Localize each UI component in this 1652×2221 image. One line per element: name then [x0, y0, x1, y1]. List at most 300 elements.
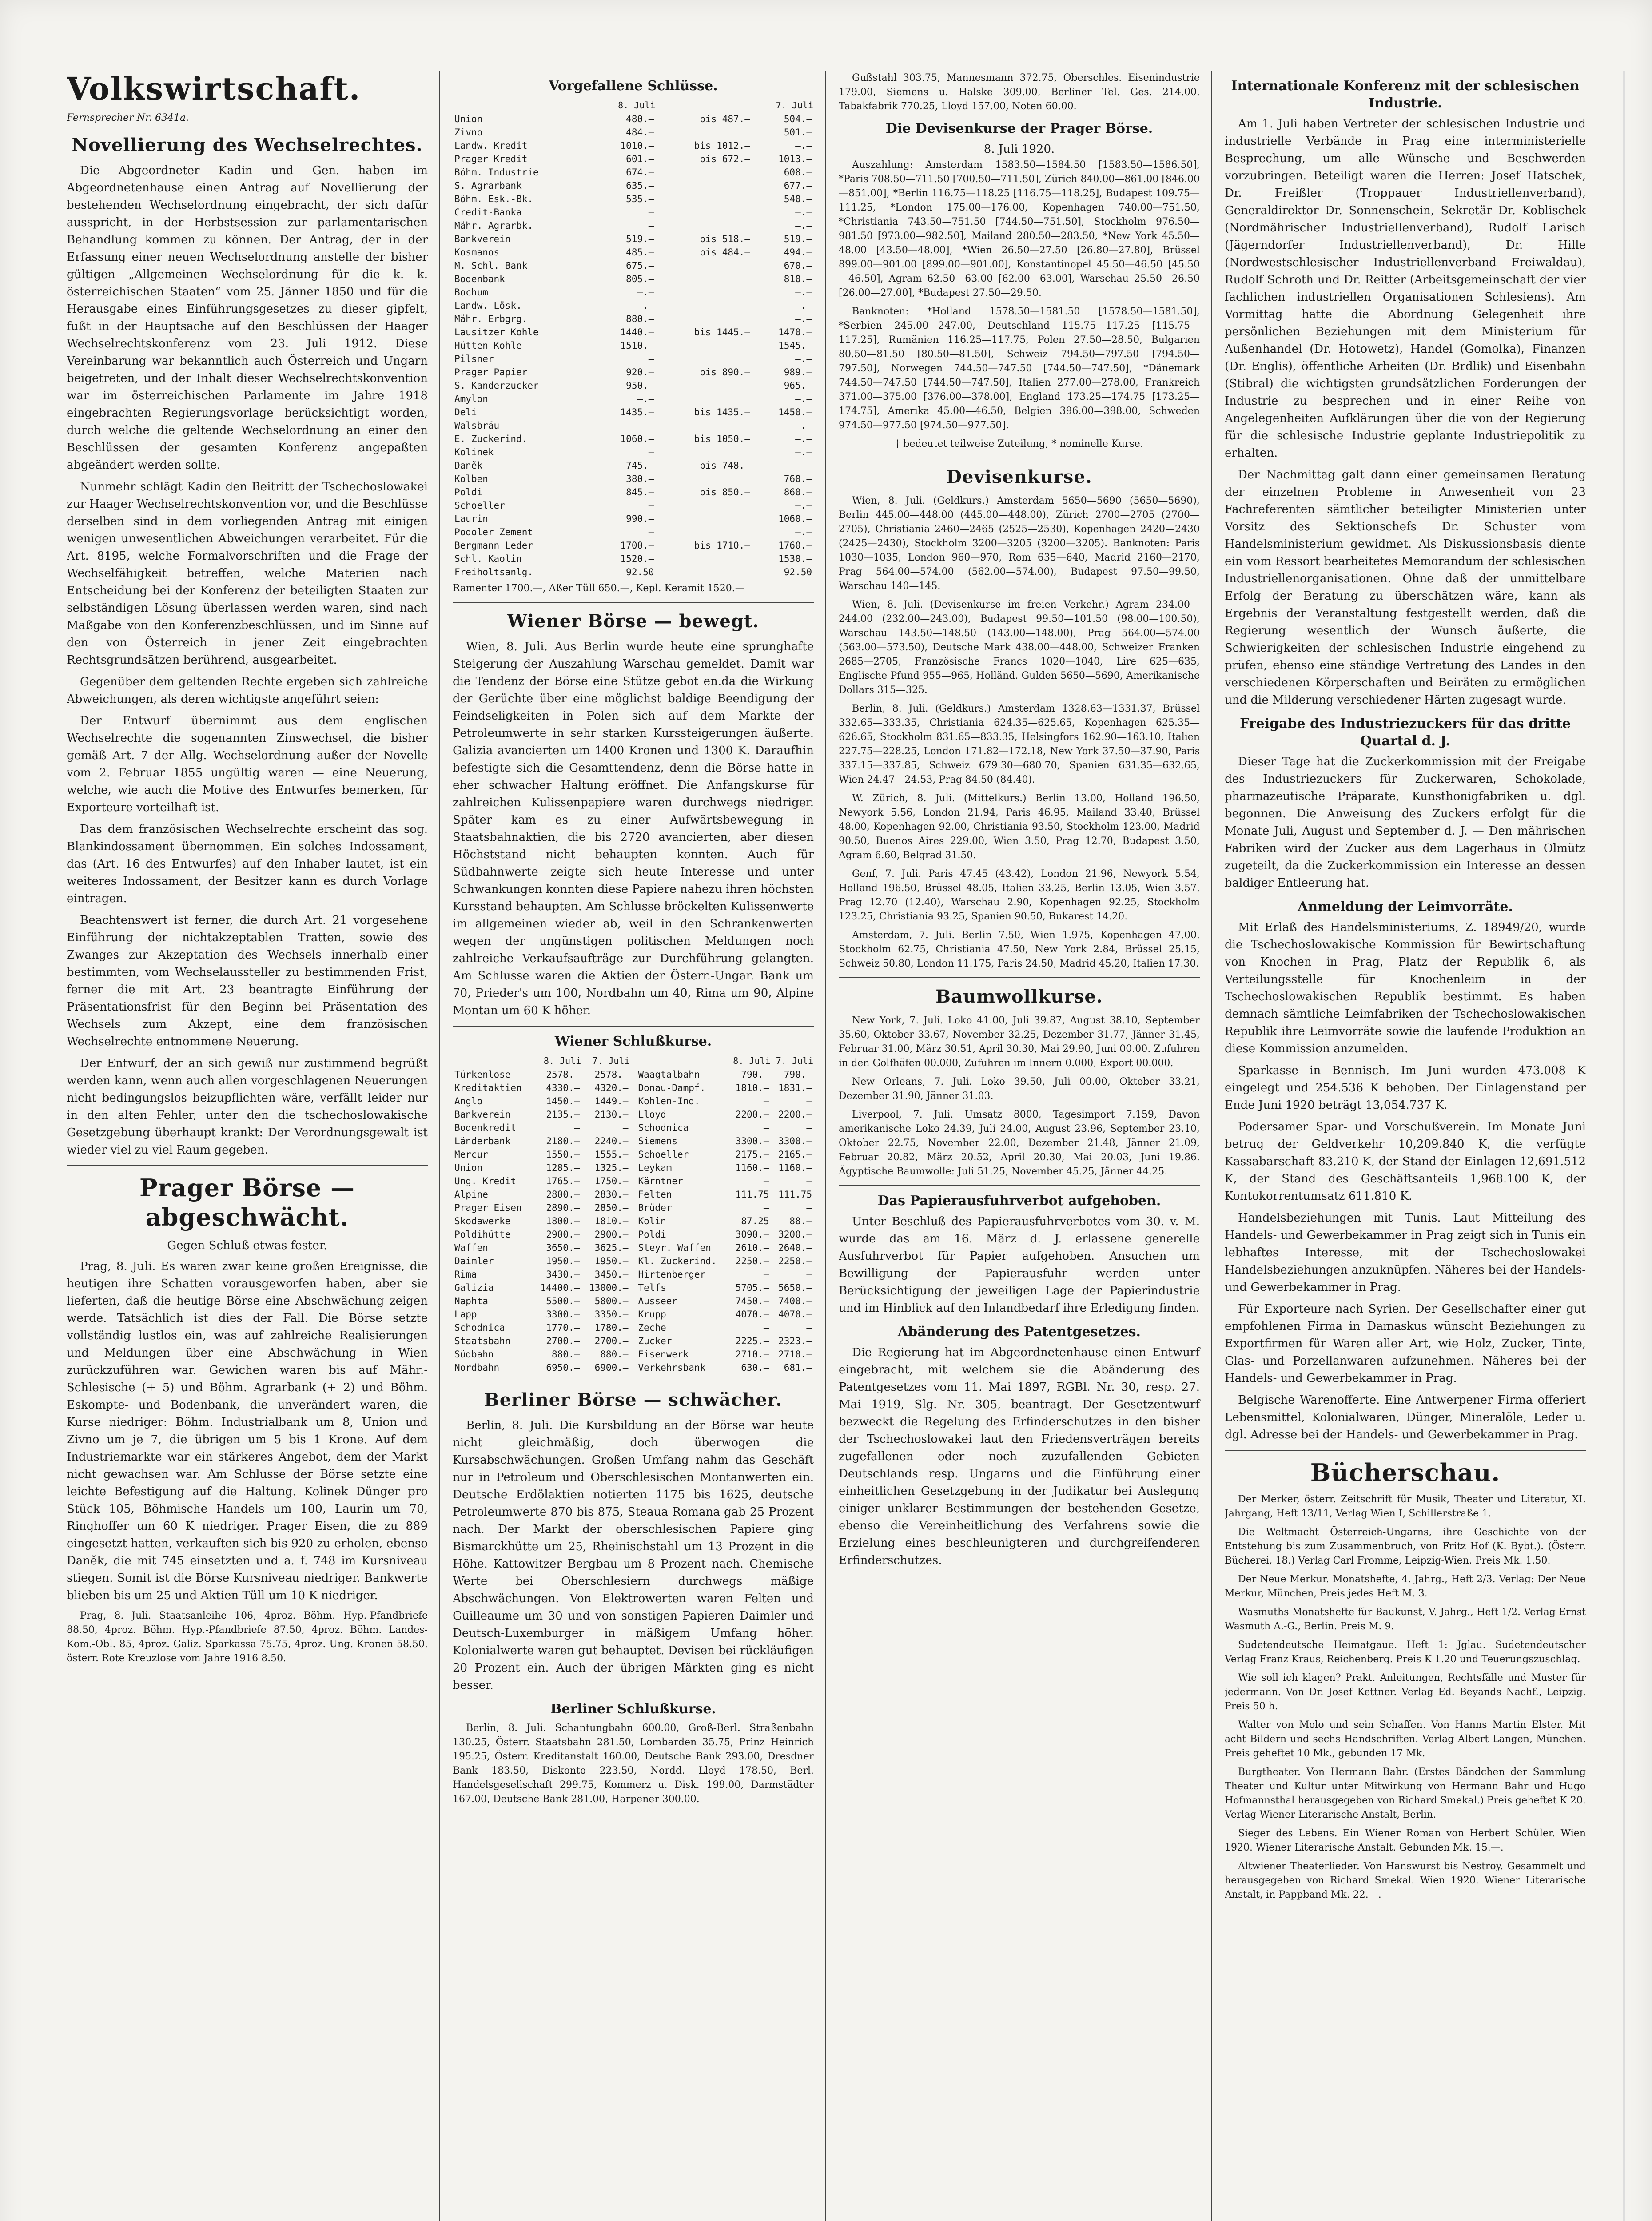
table-row: [453, 366, 814, 379]
table-row: [637, 1334, 814, 1348]
table-row: [453, 206, 814, 219]
price-cell: 2225.—: [735, 1336, 769, 1346]
price-cell: 1510.—: [620, 340, 654, 351]
price-cell: 1550.—: [546, 1149, 580, 1160]
price-cell: 2700.—: [594, 1336, 629, 1346]
price-cell: bis 518.—: [700, 234, 750, 244]
divider: [67, 1165, 428, 1166]
price-cell: —.—: [637, 300, 654, 311]
table-row: [453, 1254, 630, 1268]
wiener-schluss-table-right: [637, 1054, 814, 1374]
security-name: Kärntner: [638, 1176, 683, 1186]
price-cell: [656, 179, 752, 192]
table-row: [637, 1161, 814, 1174]
security-name: Deli: [454, 407, 477, 418]
table-row: [453, 1228, 630, 1241]
table-row: [453, 525, 814, 539]
col-head: 7. Juli: [776, 1055, 813, 1066]
security-name: Mähr. Erbgrg.: [454, 314, 528, 324]
divider: [1225, 1450, 1586, 1451]
price-cell: 540.—: [784, 194, 812, 204]
paragraph: New York, 7. Juli. Loko 41.00, Juli 39.87, August 38.10, September 35.60, Oktober 33.67, November 32.25, Dezember 31.77, Jänner 31.45, Februar 31.00, März 30.51, April 30.30, Mai 29.90, Juni 00.00. Zufuhren in den Golfhäfen 00.000, Zufuhren im Innern 0.000, Export 00.000.: [839, 1015, 1200, 1069]
price-cell: 1780.—: [594, 1322, 629, 1333]
price-cell: —: [763, 1269, 769, 1280]
security-name: S. Agrarbank: [454, 180, 522, 191]
price-cell: 87.25: [741, 1216, 769, 1226]
article-subtitle: Gegen Schluß etwas fester.: [167, 1239, 327, 1252]
price-cell: 4320.—: [594, 1083, 629, 1093]
article-title-devisenkurse: Devisenkurse.: [946, 466, 1092, 487]
table-row: [453, 1161, 630, 1174]
security-name: Kolin: [638, 1216, 666, 1226]
price-cell: [656, 312, 752, 326]
price-cell: 3430.—: [546, 1269, 580, 1280]
paragraph: Wasmuths Monatshefte für Baukunst, V. Jahrg., Heft 1/2. Verlag Ernst Wasmuth A.-G., Berlin. Preis M. 9.: [1225, 1607, 1586, 1632]
table-row: [453, 1348, 630, 1361]
table-row: [453, 312, 814, 326]
table-row: [453, 352, 814, 366]
security-name: Telfs: [638, 1282, 666, 1293]
security-name: Böhm. Esk.-Bk.: [454, 194, 533, 204]
price-cell: 1555.—: [594, 1149, 629, 1160]
security-name: Lapp: [454, 1309, 477, 1320]
price-cell: 601.—: [626, 154, 654, 164]
security-name: Skodawerke: [454, 1216, 511, 1226]
price-cell: —: [622, 1122, 629, 1133]
column-3: [839, 71, 1212, 2221]
security-name: Kl. Zuckerind.: [638, 1256, 717, 1266]
price-cell: bis 1445.—: [694, 327, 750, 338]
paragraph: Prag, 8. Juli. Staatsanleihe 106, 4proz. Böhm. Hyp.-Pfandbriefe 88.50, 4proz. Böhm. Hyp.-Pfandbriefe 87.50, 4proz. Böhm. Landes-Kom.-Obl. 85, 4proz. Galiz. Sparkassa 75.75, 4proz. Ung. Kronen 58.50, österr. Rote Kreuzlose vom Jahre 1916 8.50.: [67, 1610, 428, 1664]
price-cell: 1530.—: [778, 553, 812, 564]
table-row: [453, 1174, 630, 1188]
table-title-vorgefallene: Vorgefallene Schlüsse.: [549, 78, 718, 94]
security-name: Brüder: [638, 1202, 672, 1213]
paragraph: Gegenüber dem geltenden Rechte ergeben sich zahlreiche Abweichungen, als deren wichtigste angeführt seien:: [67, 675, 428, 706]
security-name: Leykam: [638, 1162, 672, 1173]
price-cell: 790.—: [741, 1069, 769, 1080]
security-name: Union: [454, 1162, 483, 1173]
price-cell: 111.75: [735, 1189, 769, 1200]
security-name: Bankverein: [454, 1109, 511, 1120]
price-cell: 5500.—: [546, 1296, 580, 1306]
security-name: Landw. Kredit: [454, 140, 528, 151]
price-cell: 7450.—: [735, 1296, 769, 1306]
price-cell: —: [763, 1176, 769, 1186]
paragraph: Der Neue Merkur. Monatshefte, 4. Jahrg., Heft 2/3. Verlag: Der Neue Merkur, München, Preis jedes Heft M. 3.: [1225, 1574, 1586, 1599]
price-cell: 1800.—: [546, 1216, 580, 1226]
footnote: † bedeutet teilweise Zuteilung, * nominelle Kurse.: [895, 438, 1143, 450]
table-row: [453, 1068, 630, 1081]
price-cell: bis 672.—: [700, 154, 750, 164]
security-name: Landw. Lösk.: [454, 300, 522, 311]
article-title-buecherschau: Bücherschau.: [1310, 1458, 1501, 1487]
paragraph: Die Regierung hat im Abgeordnetenhause einen Entwurf eingebracht, mit welchem sie die Abänderung des Patentgesetzes vom 11. Mai 1897, RGBl. Nr. 30, resp. 27. Mai 1919, Slg. Nr. 305, beantragt. Der Gesetzentwurf bezweckt die Regelung des Erfinderschutzes in den bisher der Tschechoslowakei laut den Friedensverträgen bereits zugefallenen oder noch zuzufallenden Gebieten Deutschlands resp. Ungarns und die Einführung einer einheitlichen Gesetzgebung in der Judikatur bei Auslegung einiger unklarer Bestimmungen der bestehenden Gesetze, ebenso die Vereinheitlichung des Verfahrens sowie die Erzielung eines beschleunigteren und durchgreifenderen Erfinderschutzes.: [839, 1346, 1200, 1567]
table-row: [453, 486, 814, 499]
paragraph: Der Entwurf übernimmt aus dem englischen Wechselrechte die sogenannten Zinswechsel, die bisher gemäß Art. 7 der Allg. Wechselordnung außer der Novelle vom 2. Februar 1855 ungültig waren — eine Neuerung, welche, wie auch die Motive des Entwurfes bemerken, für Exporteure vorteilhaft ist.: [67, 714, 428, 814]
security-name: Pilsner: [454, 354, 494, 364]
price-cell: [656, 299, 752, 312]
paragraph: Wien, 8. Juli. Aus Berlin wurde heute eine sprunghafte Steigerung der Auszahlung Warschau gemeldet. Damit war die Tendenz der Börse eine Stütze gebot en.da die Wirkung der Gerüchte über eine möglichst baldige Beendigung der Feindseligkeiten in Polen sich auf dem Markte der Petroleumwerte in sehr starken Kurssteigerungen äußerte. Galizia avancierten um 1400 Kronen und 1300 K. Daraufhin befestigte sich die Gesamttendenz, denn die Börse hatte in eher schwacher Haltung eröffnet. Die Anfangskurse für zahlreichen Kulissenpapiere waren durchwegs niedriger. Später kam es zu einer Aufwärtsbewegung in Staatsbahnaktien, die bis 2720 avancierten, aber diesen Höchststand nicht behaupten konnten. Auch für Südbahnwerte zeigte sich heute Interesse und unter Schwankungen konnten diese Papiere nahezu ihren höchsten Kursstand behaupten. Am Schlusse bröckelten Kulissenwerte im allgemeinen wieder ab, weil in den Schrankenwerten wegen der ungünstigen politischen Meldungen noch zahlreiche Verkaufsaufträge zur Durchführung gelangten. Am Schlusse waren die Aktien der Österr.-Ungar. Bank um 70, Prieder's um 100, Nordbahn um 40, Rima um 90, Alpine Montan um 60 K höher.: [453, 640, 814, 1017]
price-cell: —: [806, 1122, 812, 1133]
table-row: [453, 1095, 630, 1108]
security-name: Naphta: [454, 1296, 488, 1306]
price-cell: bis 1435.—: [694, 407, 750, 418]
table-row: [453, 565, 814, 579]
security-name: Schodnica: [638, 1122, 689, 1133]
price-cell: [656, 379, 752, 392]
paragraph: Dieser Tage hat die Zuckerkommission mit der Freigabe des Industriezuckers für Zuckerwaren, Schokolade, pharmazeutische Präparate, Kunsthonigfabriken u. dgl. begonnen. Die Anweisung des Zuckers erfolgt für die Monate Juli, August und September d. J. — Den mährischen Fabriken wird der Zucker aus dem Lagerhaus in Olmütz zugeteilt, da die Zuckerkommission ein Interesse an dessen baldiger Entleerung hat.: [1225, 755, 1586, 890]
col-head: 7. Juli: [776, 100, 813, 111]
price-cell: 3300.—: [778, 1136, 812, 1146]
security-name: Hirtenberger: [638, 1269, 706, 1280]
price-cell: [656, 419, 752, 432]
price-cell: —: [574, 1122, 580, 1133]
price-cell: 2640.—: [778, 1242, 812, 1253]
price-cell: 535.—: [626, 194, 654, 204]
price-cell: 1760.—: [778, 540, 812, 551]
security-name: Bodenbank: [454, 274, 505, 284]
vorgefallene-schluesse-table: [453, 98, 814, 579]
paragraph: Sparkasse in Bennisch. Im Juni wurden 473.008 K eingelegt und 254.536 K behoben. Der Einlagenstand per Ende Juni 1920 beträgt 13,054.737 K.: [1225, 1064, 1586, 1112]
price-cell: 1450.—: [778, 407, 812, 418]
security-name: Prager Kredit: [454, 154, 528, 164]
price-cell: 504.—: [784, 114, 812, 124]
security-name: Union: [454, 114, 483, 124]
security-name: Anglo: [454, 1096, 483, 1107]
paragraph: Nunmehr schlägt Kadin den Beitritt der Tschechoslowakei zur Haager Wechselrechtskonvention vor, und die Beschlüsse derselben sind in dem vorliegenden Antrag mit einigen wenigen unwesentlichen Abweichungen verarbeitet. Für die Art. 8195, welche Formalvorschriften und die Frage der Wechselfähigkeit betreffen, welche Materien nach Entscheidung bei der Konferenz der beteiligten Staaten zur selbständigen Lösung überlassen werden waren, sind nach Maßgabe von den Konferenzbeschlüssen, und im Sinne auf den von Österreich in jener Zeit eingebrachten Rechtsgrundsätzen berührend, ausgearbeitet.: [67, 480, 428, 667]
table-row: [453, 246, 814, 259]
price-cell: 88.—: [789, 1216, 812, 1226]
table-row: [453, 1081, 630, 1095]
paragraph: Amsterdam, 7. Juli. Berlin 7.50, Wien 1.975, Kopenhagen 47.00, Stockholm 62.75, Christiania 47.50, New York 2.84, Brüssel 25.15, Schweiz 50.80, London 11.175, Paris 24.50, Madrid 45.20, Italien 17.30.: [839, 930, 1200, 969]
table-row: [453, 472, 814, 486]
price-cell: —.—: [795, 220, 812, 231]
table-row: [453, 1188, 630, 1201]
paragraph: Mit Erlaß des Handelsministeriums, Z. 18949/20, wurde die Tschechoslowakische Kommission für Bewirtschaftung von Knochen in Prag, Platz der Republik 6, als Verteilungsstelle für Knochenleim in der Tschechoslowakischen Republik bestimmt. Es haben demnach sämtliche Leimfabriken der Tschechoslowakischen Republik ihre Leimvorräte sowie die laufende Produktion an diese Kommission anzumelden.: [1225, 921, 1586, 1055]
column-2: [453, 71, 826, 2221]
price-cell: 6950.—: [546, 1362, 580, 1373]
paragraph: Genf, 7. Juli. Paris 47.45 (43.42), London 21.96, Newyork 5.54, Holland 196.50, Brüssel 48.05, Italien 33.25, Berlin 13.05, Wien 3.57, Prag 12.70 (12.40), Warschau 2.90, Kopenhagen 92.25, Stockholm 123.25, Christiania 93.25, Spanien 90.50, Bukarest 14.20.: [839, 868, 1200, 922]
divider: [839, 977, 1200, 978]
col-head: 7. Juli: [592, 1055, 630, 1066]
price-cell: —: [648, 447, 654, 458]
table-row: [637, 1068, 814, 1081]
paragraph: Banknoten: *Holland 1578.50—1581.50 [1578.50—1581.50], *Serbien 245.00—247.00, Deutschland 115.75—117.25 [115.75—117.25], Rumänien 116.25—117.75, Polen 27.50—28.50, Bulgarien 80.50—81.50 [80.50—81.50], Schweiz 794.50—797.50 [794.50—797.50], Norwegen 744.50—747.50 [744.50—747.50], *Dänemark 744.50—747.50 [744.50—747.50], Italien 277.00—278.00, Frankreich 371.00—375.00 [376.00—378.00], England 173.25—174.75 [173.25—174.75], Amerika 45.00—46.50, Belgien 396.00—398.00, Schweden 974.50—977.50 [974.50—977.50].: [839, 306, 1200, 431]
col-head: 8. Juli: [618, 100, 656, 111]
table-row: [453, 1321, 630, 1334]
table-row: [453, 432, 814, 446]
paragraph: Das dem französischen Wechselrechte erscheint das sog. Blankindossament übernommen. Ein solches Indossament, das (Art. 16 des Entwurfes) auf den Inhaber lautet, ist ein weiteres Indossament, der Besitzer kann es durch Vorlage eintragen.: [67, 823, 428, 905]
paragraph: Berlin, 8. Juli. Die Kursbildung an der Börse war heute nicht gleichmäßig, doch überwogen die Kursabschwächungen. Großen Umfang nahm das Geschäft nur in Petroleum und Oberschlesischen Montanwerten ein. Deutsche Erdölaktien notierten 1175 bis 1625, deutsche Petroleumwerte 870 bis 875, Steaua Romana gab 25 Prozent nach. Der Markt der oberschlesischen Papiere ging Bismarckhütte um 25, Rheinischstahl um 13 Prozent in die Höhe. Kattowitzer Bergbau um 8 Prozent nach. Chemische Werte bei Oberschlesiern durchwegs mäßige Abschwächungen. Von Elektrowerten waren Felten und Guilleaume um 30 und von sonstigen Papieren Daimler und Deutsch-Luxemburger in mäßigem Umfang höher. Kolonialwerte waren gut behauptet. Devisen bei rückläufigen 20 Prozent ein. Auch der übrigen Märkten ging es nicht besser.: [453, 1419, 814, 1692]
security-name: Prager Papier: [454, 367, 528, 378]
price-cell: [656, 259, 752, 272]
price-cell: 880.—: [551, 1349, 580, 1360]
article-title-papier: Das Papierausfuhrverbot aufgehoben.: [877, 1193, 1161, 1209]
table-row: [453, 1201, 630, 1214]
price-cell: 2710.—: [778, 1349, 812, 1360]
price-cell: 480.—: [626, 114, 654, 124]
table-title-wiener-schluss: Wiener Schlußkurse.: [554, 1034, 712, 1049]
column-4: [1225, 71, 1586, 2221]
price-cell: 1750.—: [594, 1176, 629, 1186]
price-cell: 677.—: [784, 180, 812, 191]
paragraph: Wie soll ich klagen? Prakt. Anleitungen, Rechtsfälle und Muster für jedermann. Von Dr. Josef Kettner. Verlag Ed. Beyands Nachf., Leipzig. Preis 50 h.: [1225, 1672, 1586, 1712]
price-cell: —: [806, 1176, 812, 1186]
table-row: [637, 1321, 814, 1334]
price-cell: —.—: [795, 140, 812, 151]
price-cell: bis 487.—: [700, 114, 750, 124]
security-name: Nordbahn: [454, 1362, 500, 1373]
price-cell: 1435.—: [620, 407, 654, 418]
price-cell: 1520.—: [620, 553, 654, 564]
security-name: Verkehrsbank: [638, 1362, 706, 1373]
price-cell: 2180.—: [546, 1136, 580, 1146]
price-cell: 2610.—: [735, 1242, 769, 1253]
paragraph: Sieger des Lebens. Ein Wiener Roman von Herbert Schüler. Wien 1920. Wiener Literarische Anstalt. Gebunden Mk. 15.—.: [1225, 1828, 1586, 1853]
table-row: [637, 1134, 814, 1148]
masthead-subline: Fernsprecher Nr. 6341a.: [67, 112, 189, 123]
security-name: Staatsbahn: [454, 1336, 511, 1346]
table-row: [453, 1214, 630, 1228]
security-name: Steyr. Waffen: [638, 1242, 711, 1253]
price-cell: [656, 512, 752, 525]
price-cell: 1060.—: [620, 434, 654, 444]
price-cell: 6900.—: [594, 1362, 629, 1373]
price-cell: 989.—: [784, 367, 812, 378]
price-cell: 790.—: [784, 1069, 812, 1080]
security-name: Zeche: [638, 1322, 666, 1333]
price-cell: 1010.—: [620, 140, 654, 151]
price-cell: 484.—: [626, 127, 654, 138]
price-cell: 92.50: [626, 567, 654, 577]
price-cell: 519.—: [784, 234, 812, 244]
price-cell: —: [763, 1096, 769, 1107]
price-cell: 950.—: [626, 380, 654, 391]
paragraph: Podersamer Spar- und Vorschußverein. Im Monate Juni betrug der Geldverkehr 10,209.840 K, die verfügte Kassabarschaft 83.210 K, der Stand der Einlagen 12,691.512 K, der Stand des Geschäftsanteils 1,968.100 K, der Kontokorrentumsatz 611.810 K.: [1225, 1120, 1586, 1203]
security-name: Lloyd: [638, 1109, 666, 1120]
security-name: Ung. Kredit: [454, 1176, 517, 1186]
security-name: Bodenkredit: [454, 1122, 517, 1133]
paragraph: Der Nachmittag galt dann einer gemeinsamen Beratung der einzelnen Probleme in Anwesenheit von 23 Fachreferenten sämtlicher beteiligter Ministerien unter Vorsitz des Sektionschefs Dr. Schuster vom Handelsministerium gewidmet. Als Diskussionsbasis diente ein vom Ressort bearbeitetes Memorandum der schlesischen Industriellenorganisationen. Ohne daß der unmittelbare Erfolg der Beratung zu überschätzen wäre, kann als Ergebnis der Veranstaltung festgestellt werden, daß die Regierung wesentlich der Wunsch äußerte, die Schwierigkeiten der schlesischen Industrie eingehend zu prüfen, ebenso eine ständige Vertretung des Landes in den verschiedenen Körperschaften und Beiräten zu ermöglichen und die Milderung verschiedener Härten zugesagt wurde.: [1225, 468, 1586, 707]
price-cell: [656, 499, 752, 512]
divider: [453, 602, 814, 603]
price-cell: [656, 192, 752, 206]
price-cell: 1325.—: [594, 1162, 629, 1173]
price-cell: 1950.—: [546, 1256, 580, 1266]
table-row: [637, 1308, 814, 1321]
security-name: Poldi: [638, 1229, 666, 1240]
price-cell: 681.—: [784, 1362, 812, 1373]
table-row: [637, 1241, 814, 1254]
col-head: 8. Juli: [733, 1055, 771, 1066]
price-cell: bis 748.—: [700, 460, 750, 471]
price-cell: 1950.—: [594, 1256, 629, 1266]
security-name: Daimler: [454, 1256, 494, 1266]
price-cell: 2250.—: [735, 1256, 769, 1266]
price-cell: [656, 219, 752, 232]
price-cell: 608.—: [784, 167, 812, 178]
price-cell: 2240.—: [594, 1136, 629, 1146]
table-row: [453, 446, 814, 459]
table-row: [453, 1134, 630, 1148]
price-cell: —.—: [795, 434, 812, 444]
table-row: [637, 1121, 814, 1134]
paragraph: Belgische Warenofferte. Eine Antwerpener Firma offeriert Lebensmittel, Kolonialwaren, Dünger, Mineralöle, Leder u. dgl. Adresse bei der Handels- und Gewerbekammer in Prag.: [1225, 1393, 1586, 1441]
security-name: Poldihütte: [454, 1229, 511, 1240]
price-cell: 3300.—: [735, 1136, 769, 1146]
price-cell: —: [806, 1202, 812, 1213]
security-name: Hütten Kohle: [454, 340, 522, 351]
security-name: Zucker: [638, 1336, 672, 1346]
table-row: [453, 419, 814, 432]
price-cell: —.—: [795, 447, 812, 458]
article-body-wechselrecht: [67, 162, 428, 1159]
security-name: Kohlen-Ind.: [638, 1096, 700, 1107]
price-cell: 2710.—: [735, 1349, 769, 1360]
price-cell: 2900.—: [546, 1229, 580, 1240]
price-cell: [656, 206, 752, 219]
security-name: Lausitzer Kohle: [454, 327, 539, 338]
table-row: [637, 1268, 814, 1281]
price-cell: 920.—: [626, 367, 654, 378]
price-cell: [656, 272, 752, 286]
price-cell: [656, 339, 752, 352]
price-cell: —: [806, 1322, 812, 1333]
table-row: [453, 1334, 630, 1348]
paragraph: Der Merker, österr. Zeitschrift für Musik, Theater und Literatur, XI. Jahrgang, Heft 13/11, Verlag Wien I, Schillerstraße 1.: [1225, 1494, 1586, 1519]
price-cell: 674.—: [626, 167, 654, 178]
price-cell: bis 1012.—: [694, 140, 750, 151]
price-cell: 675.—: [626, 260, 654, 271]
price-cell: 2578.—: [546, 1069, 580, 1080]
article-title-wiener-boerse: Wiener Börse — bewegt.: [507, 611, 760, 632]
paragraph: Berlin, 8. Juli. Schantungbahn 600.00, Groß-Berl. Straßenbahn 130.25, Österr. Staatsbahn 281.50, Lombarden 35.75, Prinz Heinrich 195.25, Österr. Kreditanstalt 160.00, Deutsche Bank 293.00, Dresdner Bank 183.50, Diskonto 223.50, Nordd. Lloyd 178.50, Berl. Handelsgesellschaft 299.75, Kommerz u. Disk. 199.00, Darmstädter 167.00, Deutsche Bank 281.00, Harpener 300.00.: [453, 1723, 814, 1805]
security-name: Krupp: [638, 1309, 666, 1320]
table-row: [637, 1201, 814, 1214]
price-cell: 2578.—: [594, 1069, 629, 1080]
price-cell: —: [763, 1202, 769, 1213]
security-name: Kosmanos: [454, 247, 500, 258]
table-row: [637, 1148, 814, 1161]
price-cell: 745.—: [626, 460, 654, 471]
price-cell: 3090.—: [735, 1229, 769, 1240]
security-name: Waffen: [454, 1242, 488, 1253]
price-cell: —.—: [795, 314, 812, 324]
price-cell: 1810.—: [594, 1216, 629, 1226]
table-row: [453, 339, 814, 352]
table-row: [453, 379, 814, 392]
table-row: [453, 219, 814, 232]
wiener-schluss-table-left: [453, 1054, 630, 1374]
paragraph: Gußstahl 303.75, Mannesmann 372.75, Oberschles. Eisenindustrie 179.00, Siemens u. Halske 309.00, Berliner Tel. Ges. 214.00, Tabakfabrik 770.25, Lloyd 157.00, Noten 60.00.: [839, 72, 1200, 112]
price-cell: 880.—: [600, 1349, 629, 1360]
table-row: [637, 1081, 814, 1095]
article-title-berliner-boerse: Berliner Börse — schwächer.: [484, 1389, 783, 1410]
paragraph: Unter Beschluß des Papierausfuhrverbotes vom 30. v. M. wurde das am 16. März d. J. erlassene generelle Ausfuhrverbot für Papier aufgehoben. Ansuchen um Bewilligung der Papierausfuhr werden unter Berücksichtigung der jeweiligen Lage der Papierindustrie und im Hinblick auf den Inlandbedarf ihre Erledigung finden.: [839, 1215, 1200, 1315]
paragraph: Der Entwurf, der an sich gewiß nur zustimmend begrüßt werden kann, wenn auch allen vorgeschlagenen Neuerungen nicht bedingungslos beizupflichten wäre, verfällt leider nur in den alten Fehler, unter den die tschechoslowakische Gesetzgebung überhaupt krankt: Der Verordnungsgewalt ist wieder viel zu viel Raum gegeben.: [67, 1057, 428, 1157]
price-cell: 2130.—: [594, 1109, 629, 1120]
price-cell: —.—: [795, 500, 812, 511]
price-cell: 501.—: [784, 127, 812, 138]
security-name: Kreditaktien: [454, 1083, 522, 1093]
security-name: Bochum: [454, 287, 488, 298]
security-name: Mercur: [454, 1149, 488, 1160]
price-cell: —.—: [637, 287, 654, 298]
divider: [839, 1185, 1200, 1186]
price-cell: [656, 166, 752, 179]
table-row: [453, 539, 814, 552]
price-cell: 5705.—: [735, 1282, 769, 1293]
price-cell: —.—: [795, 300, 812, 311]
price-cell: bis 890.—: [700, 367, 750, 378]
table-row: [453, 1294, 630, 1308]
paragraph: Für Exporteure nach Syrien. Der Gesellschafter einer gut empfohlenen Firma in Damaskus wünscht Beziehungen zu Exportfirmen für Waren aller Art, wie Holz, Zucker, Tinte, Glas- und Porzellanwaren aufzunehmen. Näheres bei der Handels- und Gewerbekammer in Prag.: [1225, 1302, 1586, 1385]
table-row: [637, 1228, 814, 1241]
table-row: [453, 179, 814, 192]
table-row: [637, 1095, 814, 1108]
paragraph: Beachtenswert ist ferner, die durch Art. 21 vorgesehene Einführung der nichtakzeptablen Tratten, sowie des Zwanges zur Akzeptation des Wechsels innerhalb einer bestimmten, vom Wechselaussteller zu bestimmenden Frist, ferner die mit Art. 23 beantragte Einführung der Präsentationsfrist für den Beginn bei Präsentation des Wechsels zum Akzept, eine dem französischen Wechselrechte entnommene Neuerung.: [67, 914, 428, 1048]
price-cell: 2850.—: [594, 1202, 629, 1213]
security-name: S. Kanderzucker: [454, 380, 539, 391]
price-cell: 1449.—: [594, 1096, 629, 1107]
table-row: [453, 192, 814, 206]
security-name: Türkenlose: [454, 1069, 511, 1080]
price-cell: [656, 472, 752, 486]
price-cell: [656, 565, 752, 579]
price-cell: [656, 126, 752, 139]
article-title-prager-boerse: Prager Börse — abgeschwächt.: [139, 1174, 355, 1231]
security-name: Ausseer: [638, 1296, 678, 1306]
paragraph: Wien, 8. Juli. (Devisenkurse im freien Verkehr.) Agram 234.00—244.00 (232.00—243.00), Budapest 99.50—101.50 (98.00—100.50), Warschau 143.50—148.50 (143.00—148.00), Prag 564.00—574.00 (563.00—573.50), Deutsche Mark 438.00—448.00, Schweizer Franken 2685—2705, Französische Francs 1020—1040, Lire 625—635, Englische Pfund 955—965, Holländ. Gulden 5650—5690, Amerikanische Dollars 315—325.: [839, 599, 1200, 696]
price-cell: 1013.—: [778, 154, 812, 164]
price-cell: 2200.—: [735, 1109, 769, 1120]
table-row: [453, 112, 814, 126]
table-row: [637, 1108, 814, 1121]
price-cell: 1545.—: [778, 340, 812, 351]
price-cell: —: [648, 207, 654, 218]
section-masthead: Volkswirtschaft.: [67, 71, 361, 107]
price-cell: [656, 352, 752, 366]
table-row: [453, 459, 814, 472]
paragraph: Handelsbeziehungen mit Tunis. Laut Mitteilung des Handels- und Gewerbekammer in Prag zeigt sich in Tunis ein lebhaftes Interesse, mit der Tschechoslowakei Handelsbeziehungen anzuknüpfen. Näheres bei der Handels- und Gewerbekammer in Prag.: [1225, 1211, 1586, 1294]
price-cell: [656, 552, 752, 565]
price-cell: 1810.—: [735, 1083, 769, 1093]
price-cell: 3200.—: [778, 1229, 812, 1240]
price-cell: 14400.—: [540, 1282, 580, 1293]
table-note: Ramenter 1700.—, Aßer Tüll 650.—, Kepl. Keramit 1520.—: [453, 583, 745, 594]
price-cell: 2830.—: [594, 1189, 629, 1200]
price-cell: —: [763, 1322, 769, 1333]
price-cell: 519.—: [626, 234, 654, 244]
price-cell: —: [648, 500, 654, 511]
price-cell: 1470.—: [778, 327, 812, 338]
price-cell: —.—: [637, 394, 654, 404]
table-row: [637, 1281, 814, 1294]
article-title-wechselrecht: Novellierung des Wechselrechtes.: [72, 135, 423, 155]
table-row: [453, 152, 814, 166]
table-row: [637, 1214, 814, 1228]
price-cell: 5800.—: [594, 1296, 629, 1306]
security-name: Kolben: [454, 474, 488, 484]
table-row: [453, 232, 814, 246]
price-cell: 965.—: [784, 380, 812, 391]
table-row: [453, 406, 814, 419]
column-1: [67, 71, 440, 2221]
price-cell: [656, 446, 752, 459]
price-cell: bis 850.—: [700, 487, 750, 498]
security-name: Schoeller: [638, 1149, 689, 1160]
